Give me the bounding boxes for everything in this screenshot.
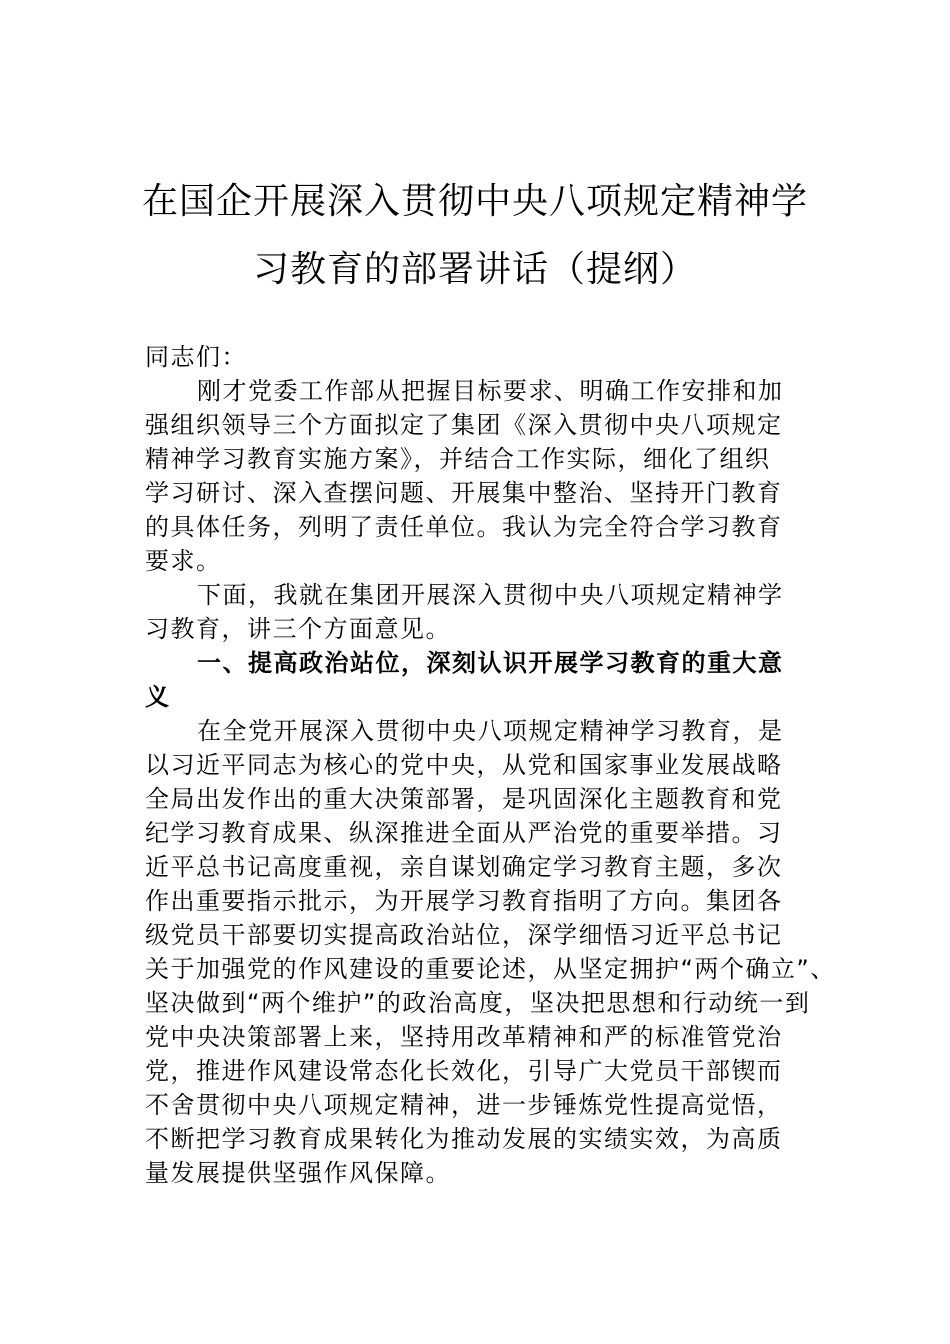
paragraph-line: 习教育，讲三个方面意见。 bbox=[145, 615, 451, 643]
paragraph-line: 全局出发作出的重大决策部署，是巩固深化主题教育和党 bbox=[145, 785, 783, 813]
paragraph-line: 级党员干部要切实提高政治站位，深学细悟习近平总书记 bbox=[145, 921, 783, 949]
paragraph-line: 不断把学习教育成果转化为推动发展的实绩实效，为高质 bbox=[145, 1125, 783, 1153]
paragraph-line: 的具体任务，列明了责任单位。我认为完全符合学习教育 bbox=[145, 513, 783, 541]
document-body bbox=[145, 340, 836, 1190]
paragraph-line: 近平总书记高度重视，亲自谋划确定学习教育主题，多次 bbox=[145, 853, 783, 881]
paragraph-line: 作出重要指示批示，为开展学习教育指明了方向。集团各 bbox=[145, 887, 783, 915]
paragraph-line: 量发展提供坚强作风保障。 bbox=[145, 1159, 451, 1187]
paragraph-line: 以习近平同志为核心的党中央，从党和国家事业发展战略 bbox=[145, 751, 783, 779]
paragraph-line: 强组织领导三个方面拟定了集团《深入贯彻中央八项规定 bbox=[145, 411, 783, 439]
paragraph-line: 精神学习教育实施方案》，并结合工作实际，细化了组织 bbox=[145, 445, 771, 473]
document-title-line-2: 习教育的部署讲话（提纲） bbox=[252, 249, 697, 290]
paragraph-line: 要求。 bbox=[145, 547, 222, 575]
paragraph-line: 同志们： bbox=[145, 343, 247, 371]
paragraph-line: 党中央决策部署上来，坚持用改革精神和严的标准管党治 bbox=[145, 1023, 783, 1051]
paragraph-line: 坚决做到“两个维护”的政治高度，坚决把思想和行动统一到 bbox=[145, 989, 811, 1017]
document-title-line-1: 在国企开展深入贯彻中央八项规定精神学 bbox=[141, 181, 808, 222]
paragraph-line: 刚才党委工作部从把握目标要求、明确工作安排和加 bbox=[197, 377, 784, 405]
paragraph-line: 关于加强党的作风建设的重要论述，从坚定拥护“两个确立”、 bbox=[145, 955, 836, 983]
paragraph-line: 下面，我就在集团开展深入贯彻中央八项规定精神学 bbox=[197, 581, 784, 609]
paragraph-line: 不舍贯彻中央八项规定精神，进一步锤炼党性提高觉悟， bbox=[145, 1091, 783, 1119]
paragraph-line: 党，推进作风建设常态化长效化，引导广大党员干部锲而 bbox=[145, 1057, 783, 1085]
paragraph-line: 在全党开展深入贯彻中央八项规定精神学习教育，是 bbox=[197, 717, 784, 745]
section-heading-line: 一、提高政治站位，深刻认识开展学习教育的重大意 bbox=[197, 649, 784, 677]
paragraph-line: 纪学习教育成果、纵深推进全面从严治党的重要举措。习 bbox=[145, 819, 783, 847]
section-heading-line: 义 bbox=[145, 683, 171, 711]
paragraph-line: 学习研讨、深入查摆问题、开展集中整治、坚持开门教育 bbox=[145, 479, 783, 507]
